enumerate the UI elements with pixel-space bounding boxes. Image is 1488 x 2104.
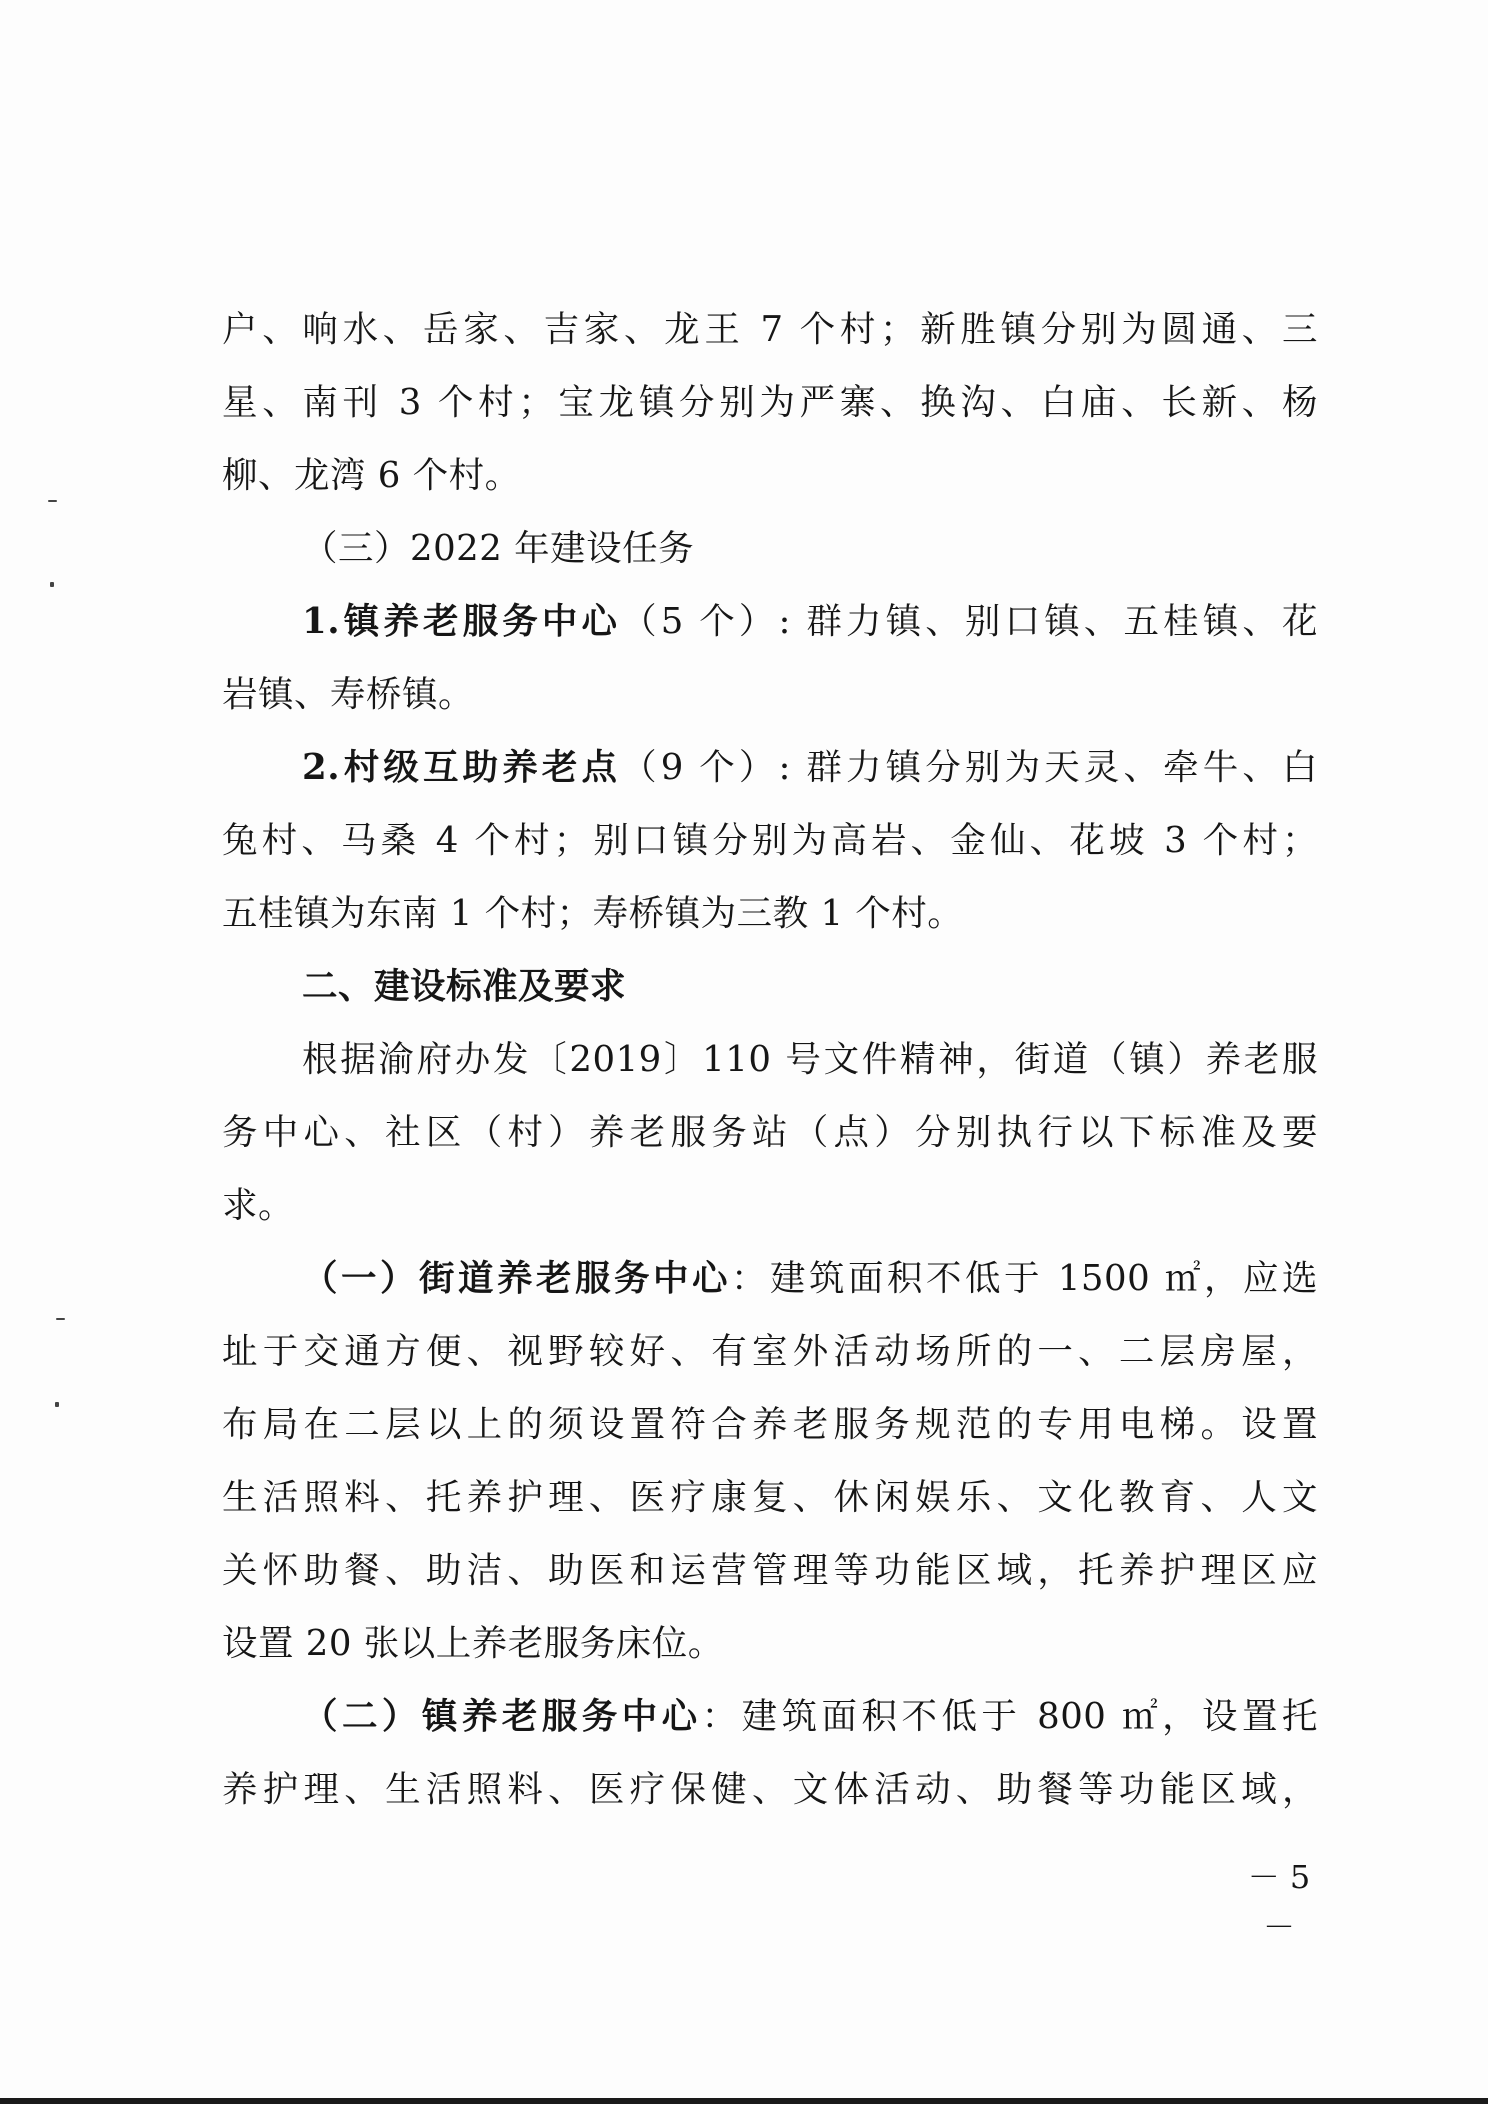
text-run: 生活照料、托养护理、医疗康复、休闲娱乐、文化教育、人文: [222, 1477, 1318, 1518]
text-line-12: [222, 1108, 1318, 1158]
text-line-13: [222, 1181, 1318, 1231]
text-run: 岩镇、寿桥镇。: [222, 674, 475, 715]
bold-run: 2.村级互助养老点: [302, 747, 622, 788]
text-line-16: [222, 1400, 1318, 1450]
standard-item-1: [302, 1254, 1318, 1304]
text-line-8: [222, 816, 1318, 866]
text-run: 址于交通方便、视野较好、有室外活动场所的一、二层房屋，: [222, 1331, 1318, 1372]
scan-bottom-edge: [0, 2098, 1488, 2104]
subsection-heading-2022: [302, 524, 1318, 574]
text-line-3: [222, 451, 1318, 501]
text-run: （三）2022 年建设任务: [302, 528, 695, 569]
text-line-15: [222, 1327, 1318, 1377]
text-run: 求。: [222, 1185, 295, 1226]
section-heading-standards: [302, 962, 1318, 1012]
standard-item-2: [302, 1692, 1318, 1742]
text-line-21: [222, 1765, 1318, 1815]
text-run: 根据渝府办发〔2019〕110 号文件精神，街道（镇）养老服: [302, 1039, 1318, 1080]
scan-speck: [55, 1402, 59, 1407]
bold-run: 二、建设标准及要求: [302, 966, 627, 1007]
text-run: （9 个）: 群力镇分别为天灵、牵牛、白: [621, 747, 1318, 788]
text-run: （5 个）: 群力镇、别口镇、五桂镇、花: [621, 601, 1318, 642]
bold-run: 1.镇养老服务中心: [302, 601, 622, 642]
text-line-6: [222, 670, 1318, 720]
bold-run: （一）街道养老服务中心: [302, 1258, 732, 1299]
text-run: 兔村、马桑 4 个村；别口镇分别为高岩、金仙、花坡 3 个村；: [222, 820, 1318, 861]
text-run: 柳、龙湾 6 个村。: [222, 455, 521, 496]
text-run: ：建筑面积不低于 1500 ㎡，应选: [731, 1258, 1318, 1299]
scan-speck: [56, 1318, 65, 1320]
task-item-1: [302, 597, 1318, 647]
task-item-2: [302, 743, 1318, 793]
text-run: 关怀助餐、助洁、助医和运营管理等功能区域，托养护理区应: [222, 1550, 1318, 1591]
text-run: 设置 20 张以上养老服务床位。: [222, 1623, 724, 1664]
text-line-19: [222, 1619, 1318, 1669]
text-run: 五桂镇为东南 1 个村；寿桥镇为三教 1 个村。: [222, 893, 964, 934]
text-run: ：建筑面积不低于 800 ㎡，设置托: [701, 1696, 1318, 1737]
text-run: 务中心、社区（村）养老服务站（点）分别执行以下标准及要: [222, 1112, 1318, 1153]
page-number: － 5 －: [1247, 1858, 1311, 1946]
text-line-18: [222, 1546, 1318, 1596]
bold-run: （二）镇养老服务中心: [302, 1696, 702, 1737]
text-run: 星、南刊 3 个村；宝龙镇分别为严寨、换沟、白庙、长新、杨: [222, 382, 1318, 423]
scan-speck: [48, 500, 57, 502]
text-line-2: [222, 378, 1318, 428]
text-line-11: [302, 1035, 1318, 1085]
text-run: 户、响水、岳家、吉家、龙王 7 个村；新胜镇分别为圆通、三: [222, 309, 1318, 350]
text-line-1: [222, 305, 1318, 355]
text-run: 布局在二层以上的须设置符合养老服务规范的专用电梯。设置: [222, 1404, 1318, 1445]
text-line-17: [222, 1473, 1318, 1523]
text-run: 养护理、生活照料、医疗保健、文体活动、助餐等功能区域，: [222, 1769, 1318, 1810]
text-line-9: [222, 889, 1318, 939]
scan-speck: [50, 582, 54, 587]
